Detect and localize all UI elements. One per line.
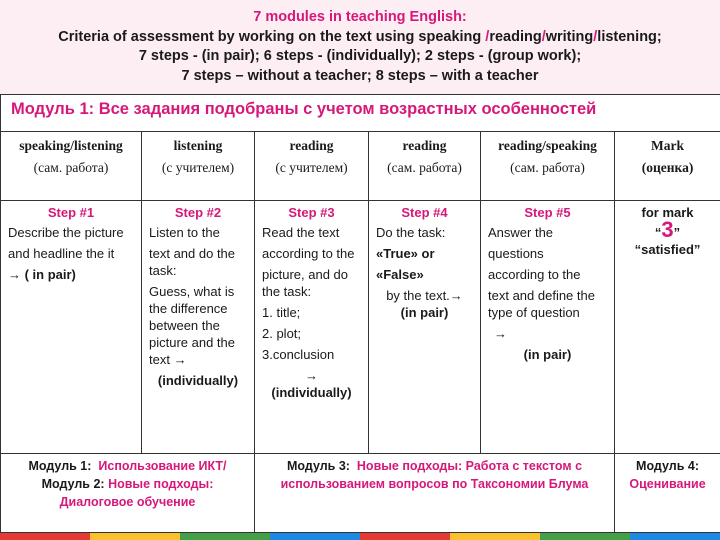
column-header: reading (с учителем)	[255, 132, 369, 201]
module-1-2-cell: Модуль 1: Использование ИКТ/ Модуль 2: Новые подходы: Диалоговое обучение	[1, 454, 255, 533]
step-2-cell: Step #2 Listen to the text and do the task: Guess, what is the difference between the picture and the text → (individually)	[142, 201, 255, 454]
mark-cell: for mark “3” “satisfied”	[615, 201, 720, 454]
module-table	[0, 94, 720, 533]
module-3-cell: Модуль 3: Новые подходы: Работа с текстом с использованием вопросов по Таксономии Блума	[255, 454, 615, 533]
mark-value: “3”	[654, 217, 681, 242]
module-4-cell: Модуль 4: Оценивание	[615, 454, 720, 533]
column-header-row	[1, 132, 720, 201]
step-4-cell: Step #4 Do the task: «True» or «False» by the text.→ (in pair)	[369, 201, 481, 454]
table-title: Модуль 1: Все задания подобраны с учетом возрастных особенностей	[1, 95, 720, 132]
column-header: reading/speaking (сам. работа)	[481, 132, 615, 201]
column-header: Mark (оценка)	[615, 132, 720, 201]
slide-header	[0, 0, 720, 94]
column-header: listening (с учителем)	[142, 132, 255, 201]
column-header: reading (сам. работа)	[369, 132, 481, 201]
step-5-cell: Step #5 Answer the questions according to the text and define the type of question → (in pair)	[481, 201, 615, 454]
steps-row	[1, 201, 720, 454]
step-3-cell: Step #3 Read the text according to the picture, and do the task: 1. title; 2. plot; 3.conclusion → (individually)	[255, 201, 369, 454]
header-title: 7 modules in teaching English:	[253, 9, 467, 25]
header-teacher-line: 7 steps – without a teacher; 8 steps – with a teacher	[181, 67, 539, 84]
step-1-cell: Step #1 Describe the picture and headline the it → ( in pair)	[1, 201, 142, 454]
header-criteria: Criteria of assessment by working on the text using speaking /reading/writing/listening;	[58, 28, 662, 45]
column-header: speaking/listening (сам. работа)	[1, 132, 142, 201]
header-steps-line: 7 steps - (in pair); 6 steps - (individually); 2 steps - (group work);	[138, 48, 582, 64]
footer-row	[1, 454, 720, 533]
